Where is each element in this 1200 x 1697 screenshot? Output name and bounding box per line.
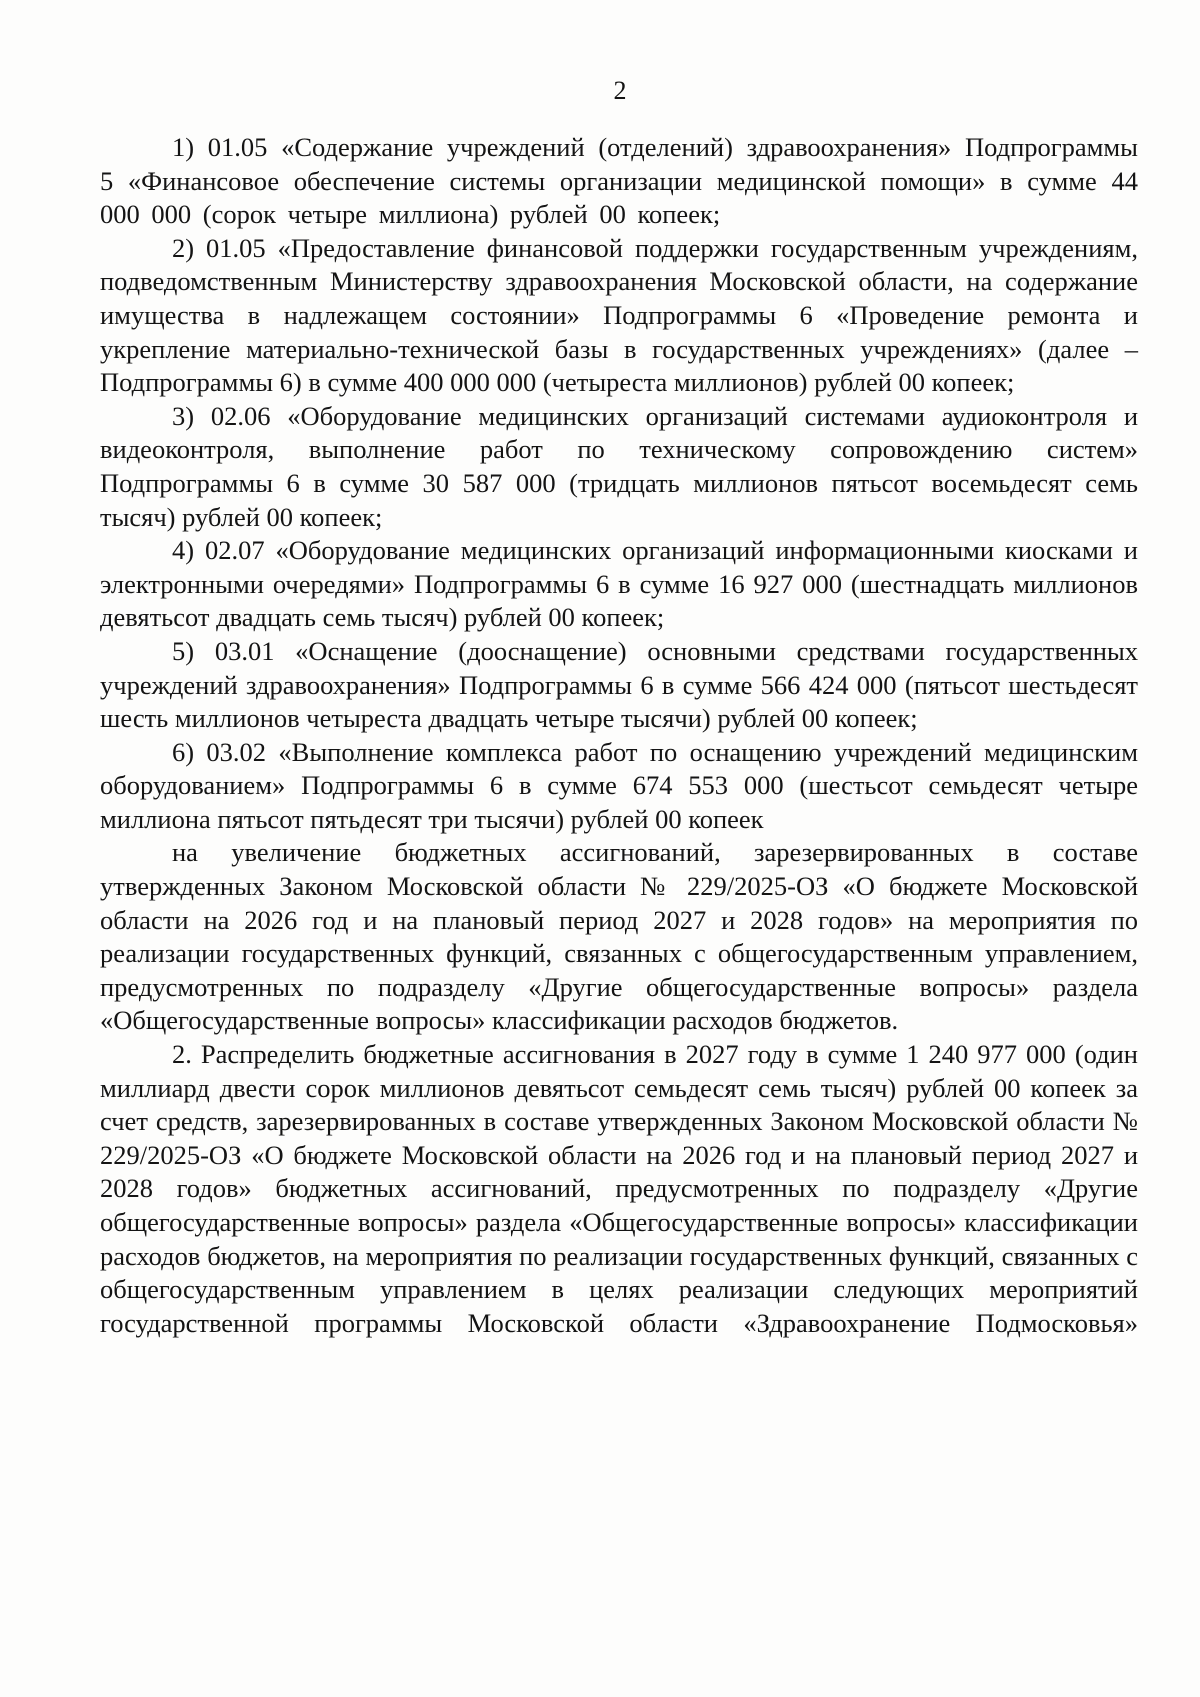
paragraph-item-5: 5) 03.01 «Оснащение (дооснащение) основными средствами государственных учреждений здравоохранения» Подпрограммы 6 в сумме 566 424 000 (пятьсот шестьдесят шесть миллионов четыреста двадцать четыре тысячи) рублей 00 копеек; (100, 635, 1138, 734)
paragraph-distribution-2027: 2. Распределить бюджетные ассигнования в 2027 году в сумме 1 240 977 000 (один миллиард двести сорок миллионов девятьсот семьдесят семь тысяч) рублей 00 копеек за счет средств, зарезервированных в составе утвержденных Законом Московской области № 229/2025-ОЗ «О бюджете Московской области на 2026 год и на плановый период 2027 и 2028 годов» бюджетных ассигнований, предусмотренных по подразделу «Другие общегосударственные вопросы» раздела «Общегосударственные вопросы» классификации расходов бюджетов, на мероприятия по реализации государственных функций, связанных с общегосударственным управлением в целях реализации следующих мероприятий государственной программы Московской области «Здравоохранение Подмосковья» (100, 1039, 1138, 1338)
paragraph-item-2: 2) 01.05 «Предоставление финансовой поддержки государственным учреждениям, подведомственным Министерству здравоохранения Московской области, на содержание имущества в надлежащем состоянии» Подпрограммы 6 «Проведение ремонта и укрепление материально-технической базы в государственных учреждениях» (далее – Подпрограммы 6) в сумме 400 000 000 (четыреста миллионов) рублей 00 копеек; (100, 232, 1138, 398)
paragraph-item-4: 4) 02.07 «Оборудование медицинских организаций информационными киосками и электронными очередями» Подпрограммы 6 в сумме 16 927 000 (шестнадцать миллионов девятьсот двадцать семь тысяч) рублей 00 копеек; (100, 535, 1138, 633)
document-body (100, 131, 1138, 1340)
paragraph-item-1: 1) 01.05 «Содержание учреждений (отделений) здравоохранения» Подпрограммы 5 «Финансовое обеспечение системы организации медицинской помощи» в сумме 44 000 000 (сорок четыре миллиона) рублей 00 копеек; (100, 132, 1138, 230)
paragraph-budget-increase: на увеличение бюджетных ассигнований, зарезервированных в составе утвержденных Законом Московской области № 229/2025-ОЗ «О бюджете Московской области на 2026 год и на плановый период 2027 и 2028 годов» на мероприятия по реализации государственных функций, связанных с общегосударственным управлением, предусмотренных по подразделу «Другие общегосударственные вопросы» раздела «Общегосударственные вопросы» классификации расходов бюджетов. (100, 837, 1138, 1036)
paragraph-item-6: 6) 03.02 «Выполнение комплекса работ по оснащению учреждений медицинским оборудованием» Подпрограммы 6 в сумме 674 553 000 (шестьсот семьдесят четыре миллиона пятьсот пятьдесят три тысячи) рублей 00 копеек (100, 736, 1138, 834)
page-number: 2 (613, 76, 627, 105)
paragraph-item-3: 3) 02.06 «Оборудование медицинских организаций системами аудиоконтроля и видеоконтроля, выполнение работ по техническому сопровождению систем» Подпрограммы 6 в сумме 30 587 000 (тридцать миллионов пятьсот восемьдесят семь тысяч) рублей 00 копеек; (100, 400, 1138, 532)
